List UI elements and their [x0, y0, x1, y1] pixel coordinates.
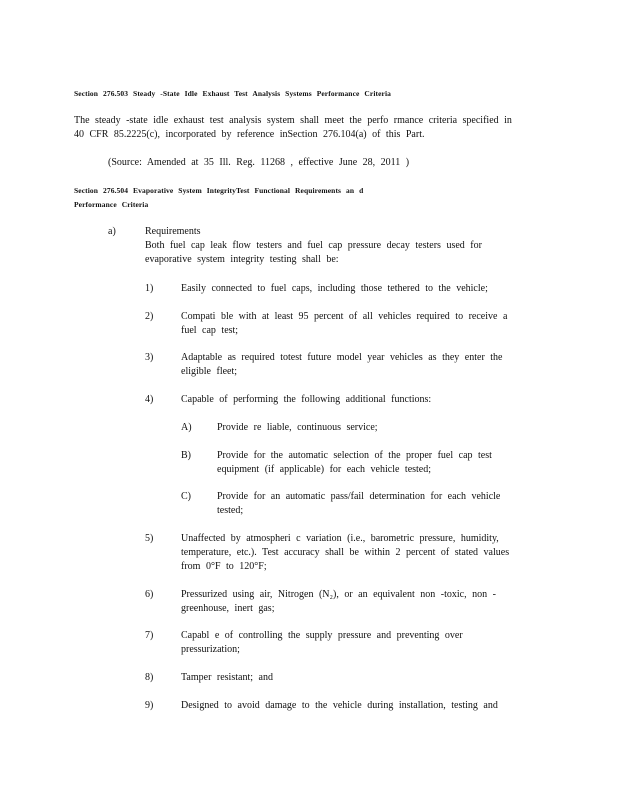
item-7-line-2: pressurization; [181, 644, 240, 655]
item-4-line-1: Capable of performing the following additional functions: [181, 394, 432, 405]
section-504-heading-line-2: Performance Criteria [74, 200, 149, 209]
item-5-line-1: Unaffected by atmospheri c variation (i.e., barometric pressure, humidity, [181, 533, 499, 544]
item-a-title: Requirements [145, 226, 201, 237]
item-2-number: 2) [145, 311, 154, 322]
section-504-heading-line-1: Section 276.504 Evaporative System IntegrityTest Functional Requirements an d [74, 186, 364, 195]
subitem-a-line-1: Provide re liable, continuous service; [217, 422, 378, 433]
item-3-line-1: Adaptable as required totest future model year vehicles as they enter the [181, 352, 503, 363]
item-6-line-2: greenhouse, inert gas; [181, 603, 275, 614]
item-9-line-1: Designed to avoid damage to the vehicle during installation, testing and [181, 700, 498, 711]
item-6-line-1: Pressurized using air, Nitrogen (N₂), or an equivalent non -toxic, non - [181, 589, 496, 600]
item-a-marker: a) [108, 226, 116, 237]
item-5-number: 5) [145, 533, 154, 544]
item-8-number: 8) [145, 672, 154, 683]
item-a-intro-line-1: Both fuel cap leak flow testers and fuel cap pressure decay testers used for [145, 240, 482, 251]
section-503-body-line-1: The steady -state idle exhaust test analysis system shall meet the perfo rmance criteria specified in [74, 115, 512, 126]
item-7-line-1: Capabl e of controlling the supply pressure and preventing over [181, 630, 463, 641]
item-4-number: 4) [145, 394, 154, 405]
item-8-line-1: Tamper resistant; and [181, 672, 273, 683]
item-1-number: 1) [145, 283, 154, 294]
item-a-intro-line-2: evaporative system integrity testing shall be: [145, 254, 339, 265]
item-7-number: 7) [145, 630, 154, 641]
item-3-number: 3) [145, 352, 154, 363]
section-503-heading: Section 276.503 Steady -State Idle Exhaust Test Analysis Systems Performance Criteria [74, 89, 392, 98]
section-503-source-note: (Source: Amended at 35 Ill. Reg. 11268 , effective June 28, 2011 ) [108, 157, 410, 168]
item-2-line-1: Compati ble with at least 95 percent of all vehicles required to receive a [181, 311, 508, 322]
subitem-b-letter: B) [181, 450, 191, 461]
item-5-line-2: temperature, etc.). Test accuracy shall be within 2 percent of stated values [181, 547, 510, 558]
item-2-line-2: fuel cap test; [181, 325, 239, 336]
subitem-c-line-1: Provide for an automatic pass/fail determination for each vehicle [217, 491, 501, 502]
subitem-c-letter: C) [181, 491, 191, 502]
subitem-b-line-2: equipment (if applicable) for each vehicle tested; [217, 464, 432, 475]
item-5-line-3: from 0°F to 120°F; [181, 561, 267, 572]
item-1-line-1: Easily connected to fuel caps, including those tethered to the vehicle; [181, 283, 488, 294]
subitem-a-letter: A) [181, 422, 192, 433]
item-9-number: 9) [145, 700, 154, 711]
subitem-c-line-2: tested; [217, 505, 244, 516]
section-503-body-line-2: 40 CFR 85.2225(c), incorporated by reference inSection 276.104(a) of this Part. [74, 129, 425, 140]
item-6-number: 6) [145, 589, 154, 600]
item-3-line-2: eligible fleet; [181, 366, 238, 377]
subitem-b-line-1: Provide for the automatic selection of the proper fuel cap test [217, 450, 492, 461]
